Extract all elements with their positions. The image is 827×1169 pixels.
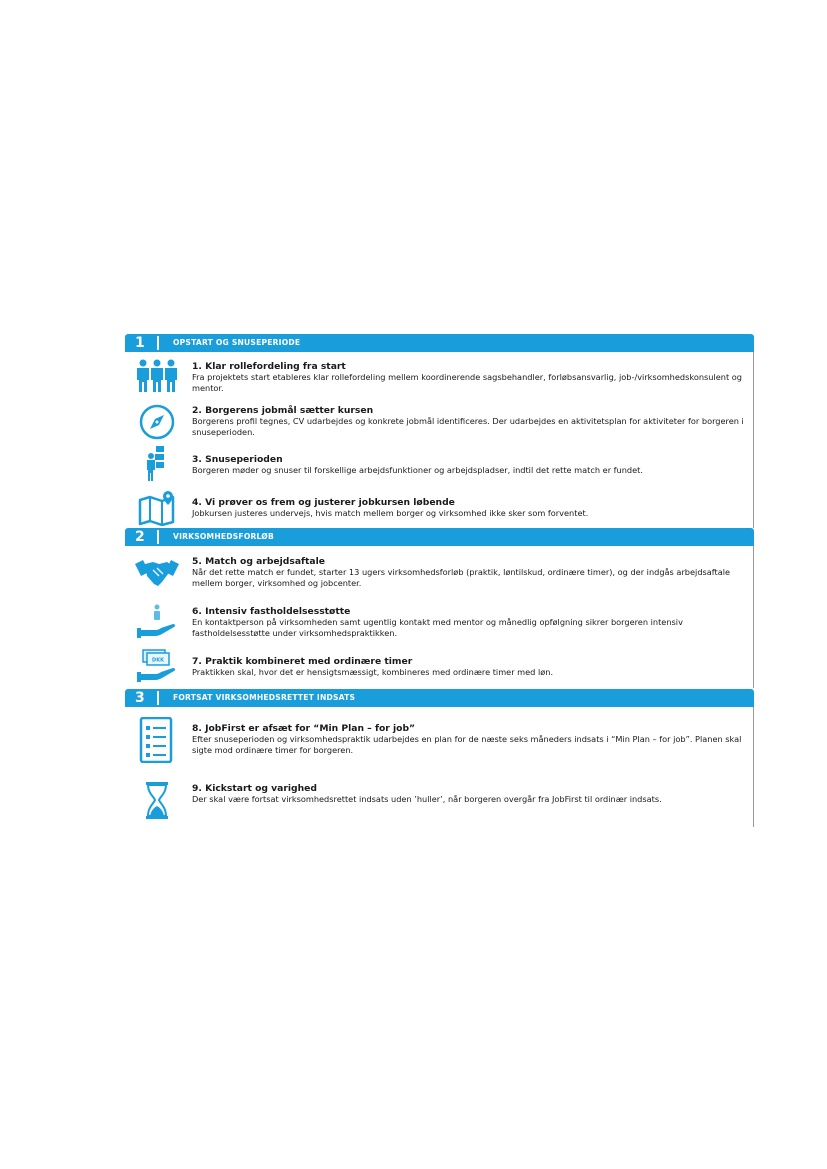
item-text: Borgeren møder og snuser til forskellige arbejdsfunktioner og arbejdspladser, indtil det rette match er fundet.	[192, 465, 643, 475]
list-item	[192, 783, 748, 805]
handshake-icon	[135, 556, 179, 592]
list-item	[192, 361, 748, 393]
section-3-header	[125, 689, 754, 707]
section-border	[753, 352, 754, 528]
list-item	[192, 606, 748, 638]
item-heading: 7. Praktik kombineret med ordinære timer	[192, 656, 413, 667]
hand-person-icon	[135, 604, 179, 640]
map-pin-icon	[135, 490, 179, 526]
item-heading: 8. JobFirst er afsæt for “Min Plan – for job”	[192, 723, 416, 734]
section-border	[753, 546, 754, 688]
list-item	[192, 454, 748, 476]
hand-money-icon	[135, 648, 179, 684]
checklist-icon	[135, 717, 179, 763]
item-heading: 6. Intensiv fastholdelsesstøtte	[192, 606, 351, 617]
section-1-header	[125, 334, 754, 352]
item-heading: 9. Kickstart og varighed	[192, 783, 317, 794]
section-divider	[157, 530, 159, 544]
process-panel	[125, 334, 754, 827]
section-divider	[157, 691, 159, 705]
list-item	[192, 556, 748, 588]
compass-icon	[135, 404, 179, 440]
money-label: DKK	[152, 657, 164, 664]
item-text: Jobkursen justeres undervejs, hvis match mellem borger og virksomhed ikke sker som forventet.	[192, 508, 589, 518]
section-number: 3	[135, 690, 145, 706]
section-title: VIRKSOMHEDSFORLØB	[173, 532, 274, 541]
item-text: Borgerens profil tegnes, CV udarbejdes og konkrete jobmål identificeres. Der udarbejdes en aktivitetsplan for aktiviteter for borgeren i snuseperioden.	[192, 416, 744, 437]
section-divider	[157, 336, 159, 350]
item-text: Praktikken skal, hvor det er hensigtsmæssigt, kombineres med ordinære timer med løn.	[192, 667, 554, 677]
list-item	[192, 723, 748, 755]
section-title: OPSTART OG SNUSEPERIODE	[173, 338, 301, 347]
section-number: 1	[135, 335, 145, 351]
item-heading: 2. Borgerens jobmål sætter kursen	[192, 405, 374, 416]
item-text: Efter snuseperioden og virksomhedspraktik udarbejdes en plan for de næste seks måneders indsats i “Min Plan – for job”. Planen skal sigte mod ordinære timer for borgeren.	[192, 734, 742, 755]
item-text: Når det rette match er fundet, starter 13 ugers virksomhedsforløb (praktik, løntilskud, ordinære timer), og der indgås arbejdsaftale mellem borger, virksomhed og jobcenter.	[192, 567, 731, 588]
item-text: Fra projektets start etableres klar rollefordeling mellem koordinerende sagsbehandler, forløbsansvarlig, job-/virksomhedskonsulent og mentor.	[192, 372, 742, 393]
list-item	[192, 497, 748, 519]
people-icon	[135, 358, 179, 394]
person-carrying-boxes-icon	[135, 446, 179, 482]
item-heading: 1. Klar rollefordeling fra start	[192, 361, 346, 372]
section-number: 2	[135, 529, 145, 545]
hourglass-icon	[135, 781, 179, 821]
section-title: FORTSAT VIRKSOMHEDSRETTET INDSATS	[173, 693, 356, 702]
item-heading: 4. Vi prøver os frem og justerer jobkursen løbende	[192, 497, 455, 508]
item-heading: 5. Match og arbejdsaftale	[192, 556, 325, 567]
list-item	[192, 405, 748, 437]
section-border	[753, 707, 754, 827]
list-item	[192, 656, 748, 678]
section-2-header	[125, 528, 754, 546]
item-text: En kontaktperson på virksomheden samt ugentlig kontakt med mentor og månedlig opfølgning sikrer borgeren intensiv fastholdelsesstøtte under virksomhedspraktikken.	[192, 617, 683, 638]
item-heading: 3. Snuseperioden	[192, 454, 283, 465]
item-text: Der skal være fortsat virksomhedsrettet indsats uden ’huller’, når borgeren overgår fra JobFirst til ordinær indsats.	[192, 794, 662, 804]
